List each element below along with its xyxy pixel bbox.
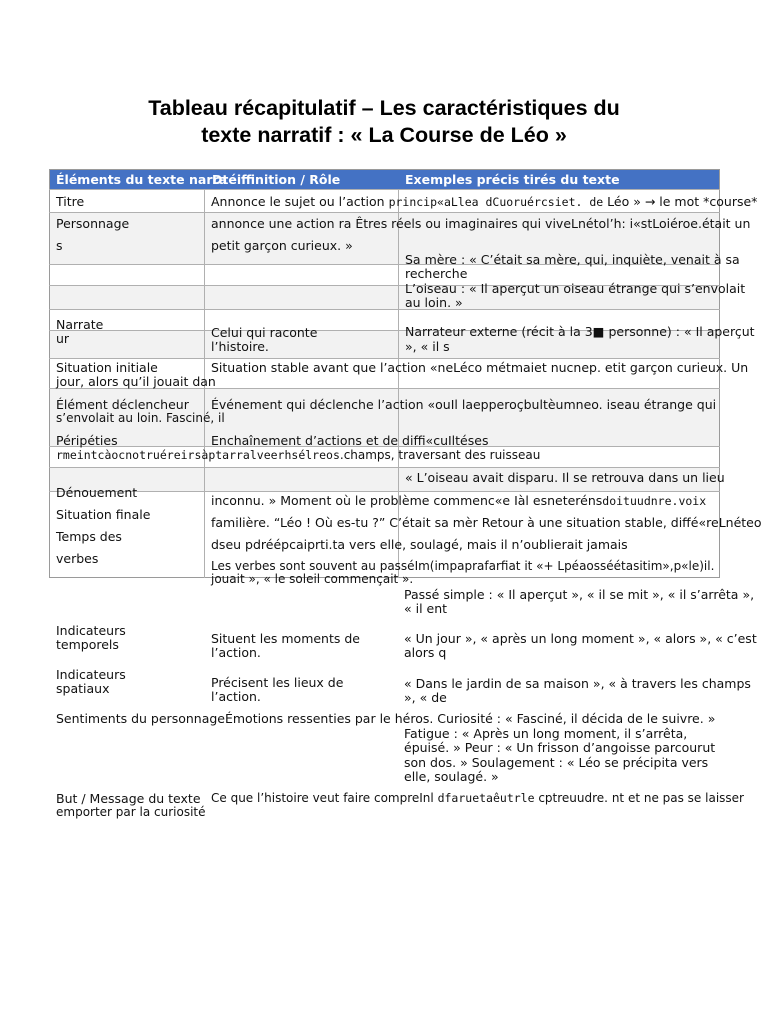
narrateur-definition-2: l’histoire. bbox=[211, 339, 269, 354]
row-label-denouement: Dénouement bbox=[56, 485, 138, 500]
sentiments-example-2: épuisé. » Peur : « Un frisson d’angoisse parcourut bbox=[404, 740, 716, 755]
denouement-example-top: « L’oiseau avait disparu. Il se retrouva dans un lieu bbox=[405, 470, 725, 485]
but-message-line-1: Ce que l’histoire veut faire compreInl dfaruetaêutrle cptreuudre. nt et ne pas se laisser bbox=[211, 791, 744, 805]
spatiaux-definition-2: l’action. bbox=[211, 689, 261, 704]
spatiaux-example-2: », « de bbox=[404, 690, 447, 705]
document-title-line-1: Tableau récapitulatif – Les caractéristiques du bbox=[148, 96, 620, 120]
row-label-situation-initiale: Situation initiale bbox=[56, 360, 158, 375]
sentiments-example-4: elle, soulagé. » bbox=[404, 769, 499, 784]
temporels-definition-2: l’action. bbox=[211, 645, 261, 660]
narrateur-example-1: Narrateur externe (récit à la 3■ personne) : « Il aperçut bbox=[405, 324, 755, 339]
example-mere-2: recherche bbox=[405, 266, 468, 281]
row-label-indicateurs-temporels-cont: temporels bbox=[56, 637, 119, 652]
row-label-temps-des-verbes: Temps des bbox=[56, 529, 122, 544]
situation-initiale-line-1: Situation stable avant que l’action «neLéco métmaiet nucnep. etit garçon curieux. Un bbox=[211, 360, 749, 375]
temps-line-1: dseu pdréépcaiprti.ta vers elle, soulagé, mais il n’oublierait jamais bbox=[211, 537, 628, 552]
row-label-titre: Titre bbox=[56, 194, 85, 209]
spatiaux-example-1: « Dans le jardin de sa maison », « à travers les champs bbox=[404, 676, 751, 691]
row-label-narrateur-cont: ur bbox=[56, 331, 70, 346]
example-oiseau-1: L’oiseau : « Il aperçut un oiseau étrange qui s’envolait bbox=[405, 281, 746, 296]
peripeties-line-2: rmeintcàocnotruéreirsàptarralveerhsélreos.champs, traversant des ruisseau bbox=[56, 448, 541, 462]
sentiments-example-1: Fatigue : « Après un long moment, il s’arrêta, bbox=[404, 726, 688, 741]
header-col-definition: Dtéiffinition / Rôle bbox=[212, 172, 341, 187]
example-mere-1: Sa mère : « C’était sa mère, qui, inquiète, venait à sa bbox=[405, 252, 740, 267]
example-oiseau-2: au loin. » bbox=[405, 295, 463, 310]
row-label-temps-des-verbes-cont: verbes bbox=[56, 551, 99, 566]
row-rule bbox=[49, 212, 720, 213]
row-label-element-declencheur: Élément déclencheur bbox=[56, 397, 189, 412]
temps-line-3: jouait », « le soleil commençait ». bbox=[211, 572, 414, 586]
row-label-indicateurs-spatiaux: Indicateurs bbox=[56, 667, 126, 682]
personnages-line-2: petit garçon curieux. » bbox=[211, 238, 353, 253]
narrateur-definition-1: Celui qui raconte bbox=[211, 325, 318, 340]
spatiaux-definition-1: Précisent les lieux de bbox=[211, 675, 344, 690]
row-label-personnages-cont: s bbox=[56, 238, 63, 253]
personnages-line-1: annonce une action ra Êtres réels ou imaginaires qui viveLnétol’h: i«stLoiéroe.était un bbox=[211, 216, 751, 231]
temporels-example-1: « Un jour », « après un long moment », « alors », « c’est bbox=[404, 631, 757, 646]
row-rule bbox=[49, 467, 720, 468]
temporels-definition-1: Situent les moments de bbox=[211, 631, 360, 646]
row-label-personnages: Personnage bbox=[56, 216, 130, 231]
header-col-examples: Exemples précis tirés du texte bbox=[405, 172, 620, 187]
header-col-elements: Éléments du texte narra bbox=[56, 172, 228, 187]
but-message-line-2: emporter par la curiosité bbox=[56, 805, 206, 819]
temporels-example-2: alors q bbox=[404, 645, 447, 660]
denouement-line-1: inconnu. » Moment où le problème commenc«e Iàl esneterénsdoituudnre.voix bbox=[211, 493, 707, 508]
peripeties-line-1: Enchaînement d’actions et de diffi«cuIltéses bbox=[211, 433, 489, 448]
situation-initiale-line-2: jour, alors qu’il jouait dan bbox=[56, 374, 216, 389]
row-label-indicateurs-temporels: Indicateurs bbox=[56, 623, 126, 638]
sentiments-example-3: son dos. » Soulagement : « Léo se précipita vers bbox=[404, 755, 709, 770]
row-rule bbox=[49, 358, 720, 359]
declencheur-line-1: Événement qui déclenche l’action «ouIl laepperoçbultèumneo. iseau étrange qui bbox=[211, 397, 717, 412]
row-rule bbox=[49, 189, 720, 190]
sentiments-line-1: Sentiments du personnageÉmotions ressenties par le héros. Curiosité : « Fasciné, il décida de le suivre. » bbox=[56, 711, 716, 726]
row-rule bbox=[49, 491, 720, 492]
temps-example-1: Passé simple : « Il aperçut », « il se mit », « il s’arrêta », bbox=[404, 587, 755, 602]
declencheur-line-2: s’envolait au loin. Fasciné, il bbox=[56, 411, 225, 425]
row-label-but-message: But / Message du texte bbox=[56, 791, 201, 806]
row-rule bbox=[49, 309, 720, 310]
row-label-narrateur: Narrate bbox=[56, 317, 104, 332]
situation-finale-line-1: familière. “Léo ! Où es-tu ?” C’était sa mèr Retour à une situation stable, diffé«reLnéteo bbox=[211, 515, 762, 530]
narrateur-example-2: », « il s bbox=[405, 339, 450, 354]
row-label-indicateurs-spatiaux-cont: spatiaux bbox=[56, 681, 110, 696]
temps-line-2: Les verbes sont souvent au passéIm(impaprafarfiat it «+ Lpéaosséétasitim»,p«le)il. bbox=[211, 559, 715, 573]
row-label-peripeties: Péripéties bbox=[56, 433, 118, 448]
titre-definition: Annonce le sujet ou l’action princip«aLlea dCuoruércsiet. de Léo » → le mot *course* bbox=[211, 194, 758, 209]
document-title-line-2: texte narratif : « La Course de Léo » bbox=[201, 123, 567, 147]
row-label-situation-finale: Situation finale bbox=[56, 507, 151, 522]
temps-example-2: « il ent bbox=[404, 601, 448, 616]
